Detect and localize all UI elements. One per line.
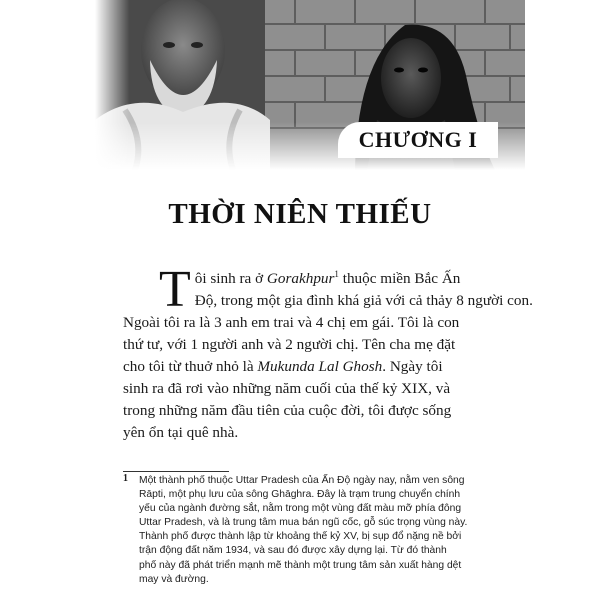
body-line-7: trong những năm đầu tiên của cuộc đời, tôi được sống — [123, 402, 452, 419]
footnote-line: phố này đã phát triển mạnh mẽ thành một trung tâm sản xuất hàng dệt — [139, 559, 462, 571]
body-line-2: Độ, trong một gia đình khá giả với cả thảy 8 người con. — [194, 292, 533, 309]
footnote-line: Một thành phố thuộc Uttar Pradesh của Ấn Độ ngày nay, nằm ven sông — [139, 475, 465, 486]
body-paragraph — [123, 261, 533, 444]
chapter-label: CHƯƠNG I — [358, 127, 478, 152]
place-name: Gorakhpur — [266, 270, 335, 287]
body-line-4: thứ tư, với 1 người anh và 2 người chị. Tên cha mẹ đặt — [123, 336, 456, 353]
chapter-title: THỜI NIÊN THIẾU — [168, 198, 432, 230]
drop-cap: T — [159, 261, 191, 318]
person-name: Mukunda Lal Ghosh — [257, 358, 383, 375]
body-line-8: yên ổn tại quê nhà. — [123, 424, 239, 441]
body-line-1: ôi sinh ra ở Gorakhpur$^1$ thuộc miền Bắc Ấn — [194, 268, 461, 287]
footnote-number: 1 — [123, 473, 128, 484]
footnote-line: Rāpti, một phụ lưu của sông Ghāghra. Đây là trạm trung chuyển chính — [139, 489, 461, 501]
footnote-line: trận động đất năm 1934, và sau đó được xây dựng lại. Từ đó thành — [139, 545, 447, 557]
footnote-line: Thành phố được thành lập từ khoảng thế kỷ XV, bị sụp đổ nặng nề bởi — [139, 531, 462, 543]
body-line-3: Ngoài tôi ra là 3 anh em trai và 4 chị em gái. Tôi là con — [123, 314, 460, 331]
footnote-ref[interactable]: 1 — [334, 268, 339, 279]
footnote-line: may và đường. — [139, 573, 209, 585]
footnote — [123, 474, 483, 587]
footnote-line: Uttar Pradesh, và là trung tâm mua bán ngũ cốc, gỗ súc trọng vùng này. — [139, 517, 468, 529]
footnote-divider — [123, 471, 229, 472]
footnote-text — [123, 474, 483, 587]
chapter-tab — [338, 122, 498, 158]
body-line-5: cho tôi từ thuở nhỏ là Mukunda Lal Ghosh. Ngày tôi — [123, 358, 443, 375]
footnote-line: yếu của ngành đường sắt, nằm trong một vùng đất màu mỡ phía đông — [139, 503, 462, 515]
body-line-6: sinh ra đã rơi vào những năm cuối của thế kỷ XIX, và — [123, 380, 451, 397]
